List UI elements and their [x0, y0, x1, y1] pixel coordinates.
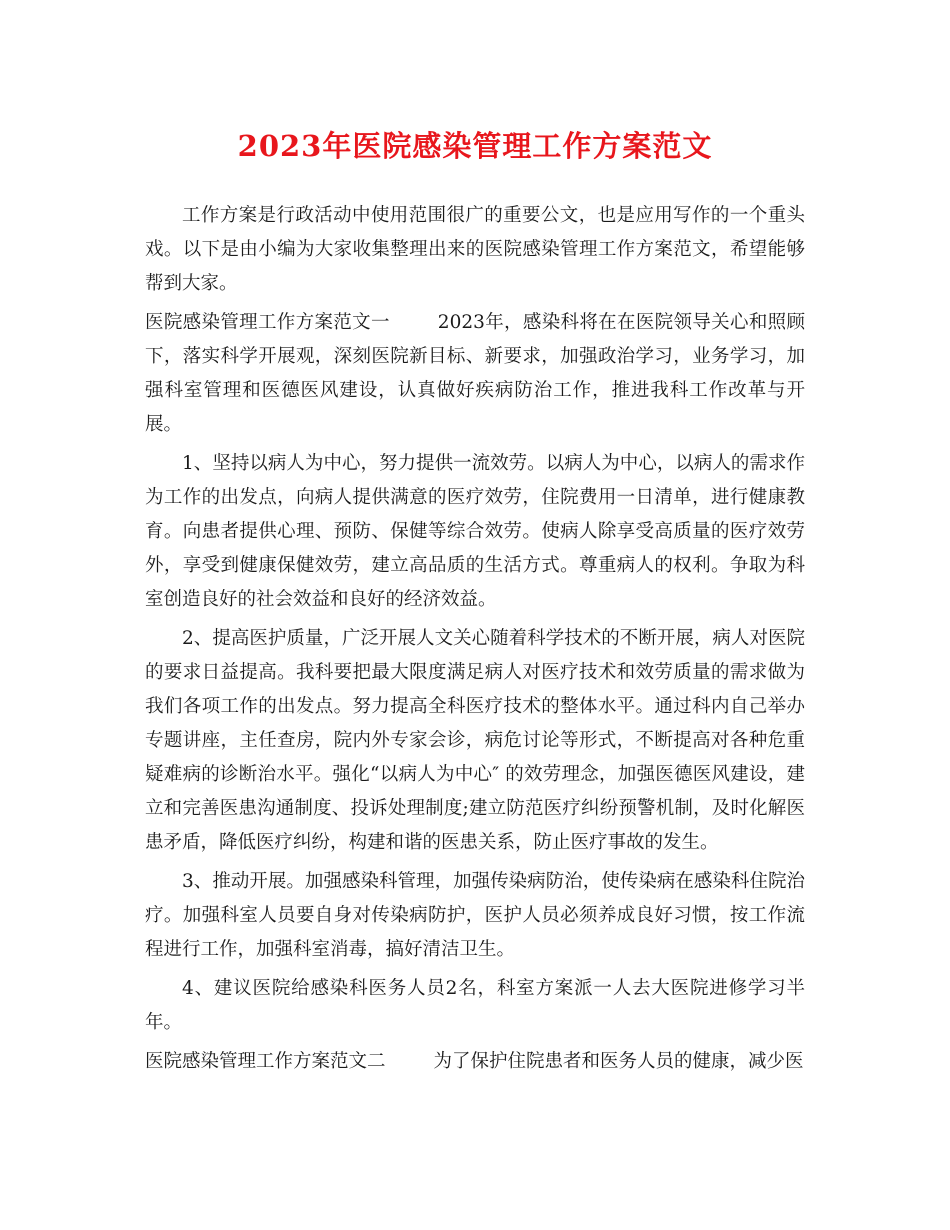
section-two-paragraph: [145, 1045, 805, 1079]
section-two-text: 为了保护住院患者和医务人员的健康，减少医: [433, 1051, 804, 1072]
point-three-paragraph: 3、推动开展。加强感染科管理，加强传染病防治，使传染病在感染科住院治疗。加强科室人员要自身对传染病防护，医护人员必须养成良好习惯，按工作流程进行工作，加强科室消毒，搞好清洁卫生。: [145, 871, 805, 960]
section-one-text: 2023年，感染科将在在医院领导关心和照顾下，落实科学开展观，深刻医院新目标、新要求，加强政治学习，业务学习，加强科室管理和医德医风建设，认真做好疾病防治工作，推进我科工作改革与开展。: [145, 312, 805, 435]
section-one-paragraph: [145, 306, 805, 442]
point-four-paragraph: 4、建议医院给感染科医务人员2名，科室方案派一人去大医院进修学习半年。: [145, 978, 805, 1033]
section-two-heading: 医院感染管理工作方案范文二: [145, 1051, 386, 1072]
point-one-paragraph: 1、坚持以病人为中心，努力提供一流效劳。以病人为中心，以病人的需求作为工作的出发点，向病人提供满意的医疗效劳，住院费用一日清单，进行健康教育。向患者提供心理、预防、保健等综合效劳。使病人除享受高质量的医疗效劳外，享受到健康保健效劳，建立高品质的生活方式。尊重病人的权利。争取为科室创造良好的社会效益和良好的经济效益。: [145, 453, 805, 610]
point-two-paragraph: 2、提高医护质量，广泛开展人文关心随着科学技术的不断开展，病人对医院的要求日益提高。我科要把最大限度满足病人对医疗技术和效劳质量的需求做为我们各项工作的出发点。努力提高全科医疗技术的整体水平。通过科内自己举办专题讲座，主任查房，院内外专家会诊，病危讨论等形式，不断提高对各种危重疑难病的诊断治水平。强化“以病人为中心″ 的效劳理念，加强医德医风建设，建立和完善医患沟通制度、投诉处理制度;建立防范医疗纠纷预警机制，及时化解医患矛盾，降低医疗纠纷，构建和谐的医患关系，防止医疗事故的发生。: [145, 628, 805, 853]
document-body: [145, 199, 805, 1084]
intro-paragraph: 工作方案是行政活动中使用范围很广的重要公文，也是应用写作的一个重头戏。以下是由小编为大家收集整理出来的医院感染管理工作方案范文，希望能够帮到大家。: [145, 205, 805, 294]
section-one-heading: 医院感染管理工作方案范文一: [145, 312, 390, 333]
document-title: 2023年医院感染管理工作方案范文: [237, 129, 713, 163]
